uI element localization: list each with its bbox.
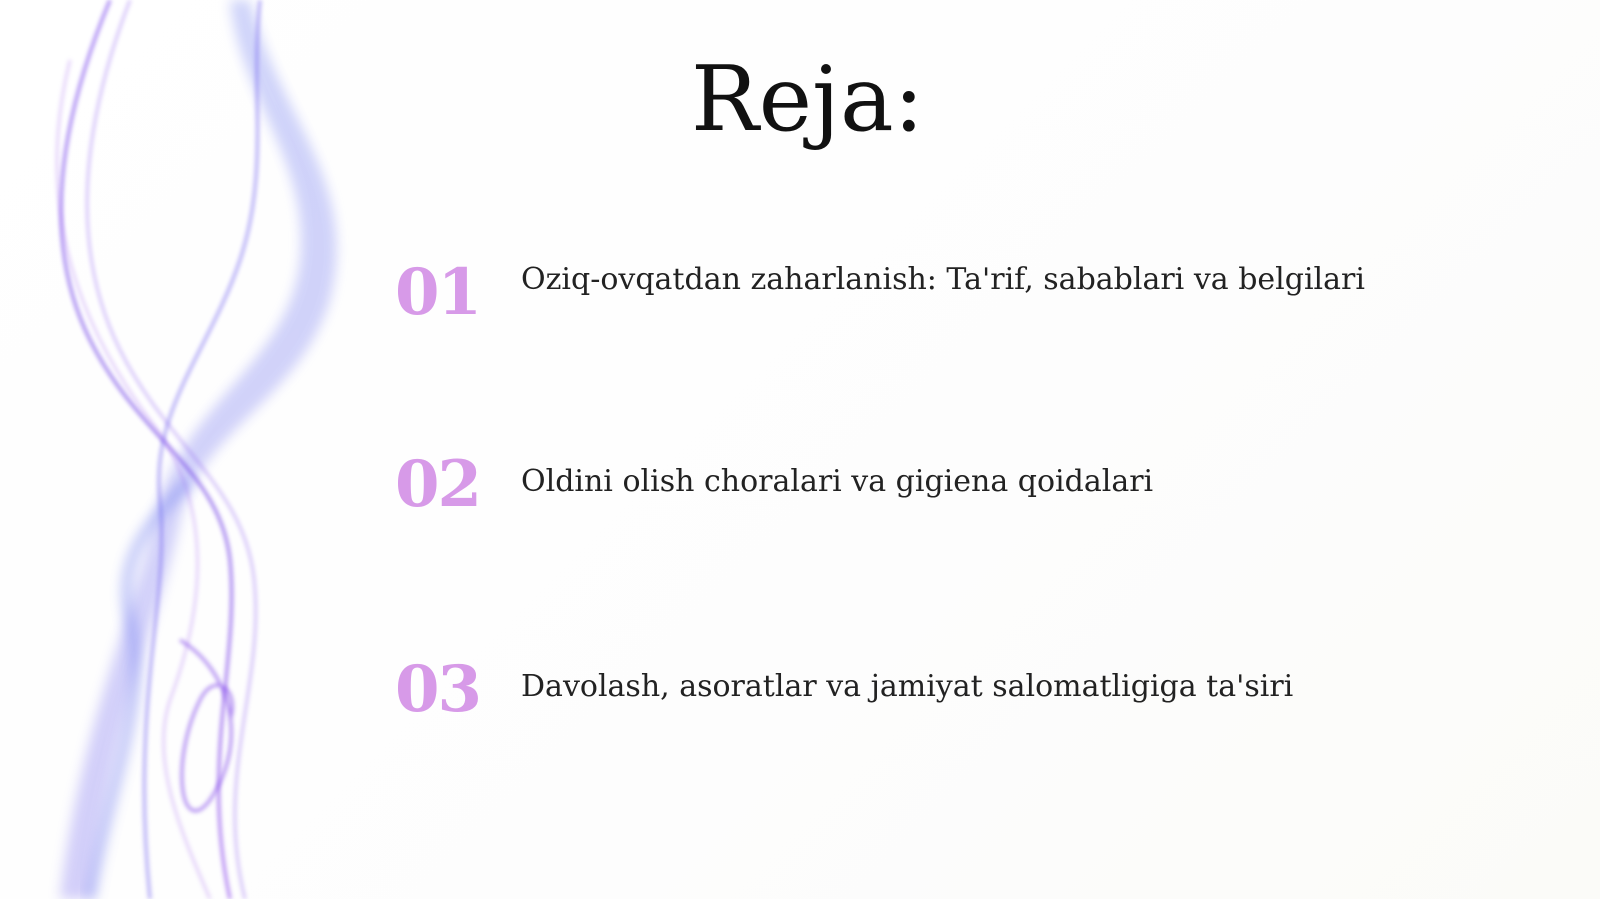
agenda-item xyxy=(395,645,1545,735)
agenda-item-text: Oldini olish choralari va gigiena qoidalari xyxy=(521,464,1154,499)
agenda-item xyxy=(395,248,1545,338)
agenda-item-number: 02 xyxy=(395,447,481,522)
slide-title: Reja: xyxy=(691,47,924,152)
agenda-item-text: Davolash, asoratlar va jamiyat salomatligiga ta'siri xyxy=(521,669,1294,704)
agenda-item-number: 03 xyxy=(395,652,481,727)
agenda-item-number: 01 xyxy=(395,255,481,330)
agenda-item-text: Oziq-ovqatdan zaharlanish: Ta'rif, sabablari va belgilari xyxy=(521,262,1365,297)
agenda-item xyxy=(395,440,1545,530)
